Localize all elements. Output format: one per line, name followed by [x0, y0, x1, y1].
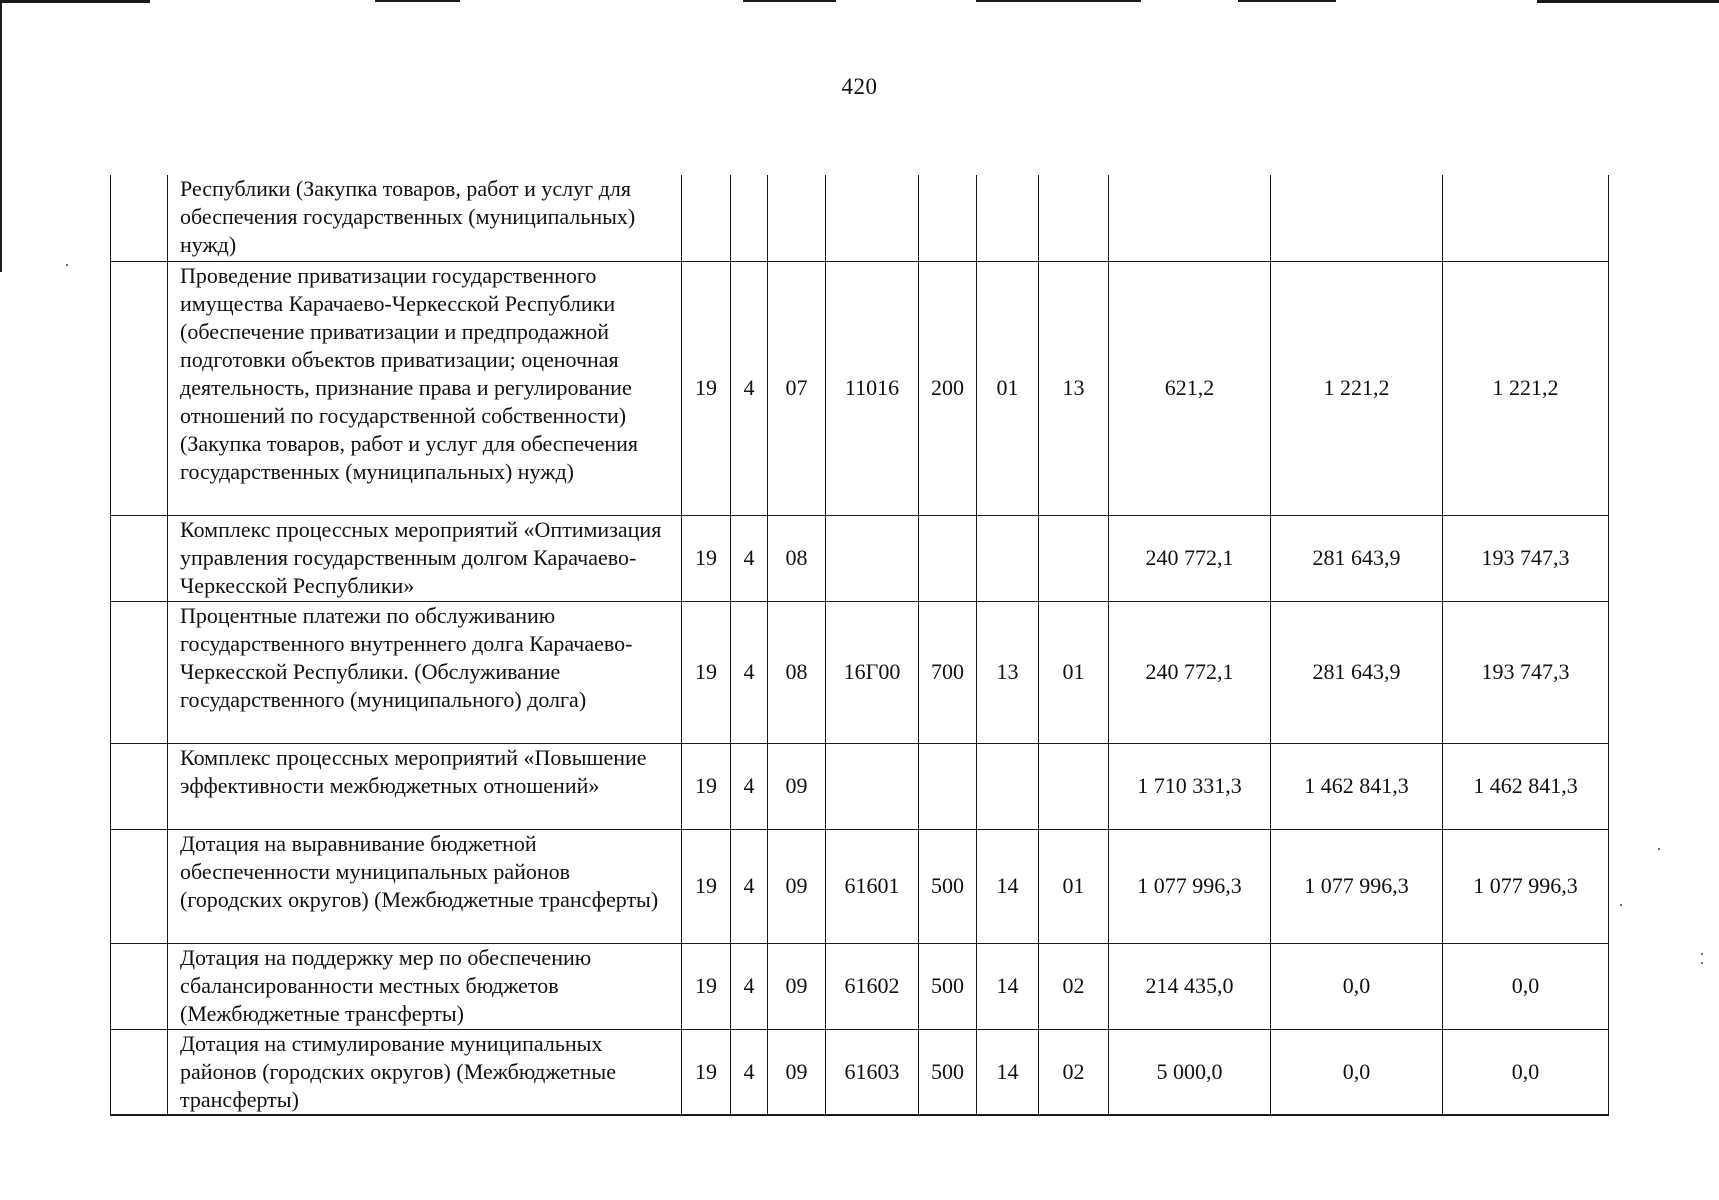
code-cell [919, 743, 977, 829]
code-cell: 61601 [826, 829, 919, 943]
amount-cell: 1 077 996,3 [1109, 829, 1271, 943]
amount-cell: 281 643,9 [1271, 515, 1443, 601]
code-cell: 700 [919, 601, 977, 743]
description-cell: Комплекс процессных мероприятий «Повышение эффективности межбюджетных отношений» [168, 743, 682, 829]
amount-cell: 240 772,1 [1109, 601, 1271, 743]
code-cell: 14 [977, 829, 1039, 943]
code-cell: 13 [977, 601, 1039, 743]
code-cell [826, 743, 919, 829]
description-cell: Дотация на выравнивание бюджетной обеспеченности муниципальных районов (городских округов) (Межбюджетные трансферты) [168, 829, 682, 943]
code-cell: 4 [731, 601, 768, 743]
code-cell: 02 [1039, 943, 1109, 1029]
index-cell [111, 261, 168, 515]
amount-cell: 214 435,0 [1109, 943, 1271, 1029]
amount-cell: 0,0 [1443, 943, 1609, 1029]
scan-speck [1701, 953, 1703, 955]
amount-cell: 5 000,0 [1109, 1029, 1271, 1115]
code-cell: 4 [731, 261, 768, 515]
description-cell: Проведение приватизации государственного имущества Карачаево-Черкесской Республики (обеспечение приватизации и предпродажной подготовки объектов приватизации; оценочная деятельность, признание права и регулирование отношений по государственной собственности) (Закупка товаров, работ и услуг для обеспечения государственных (муниципальных) нужд) [168, 261, 682, 515]
amount-cell [1443, 175, 1609, 261]
table-row [111, 743, 1609, 829]
scan-edge-left [0, 0, 2, 272]
amount-cell: 1 221,2 [1443, 261, 1609, 515]
index-cell [111, 1029, 168, 1115]
table-row [111, 829, 1609, 943]
scan-edge-top-4 [976, 0, 1141, 2]
code-cell: 4 [731, 743, 768, 829]
index-cell [111, 601, 168, 743]
scan-edge-top-3 [743, 0, 836, 2]
code-cell: 14 [977, 1029, 1039, 1115]
description-cell: Процентные платежи по обслуживанию государственного внутреннего долга Карачаево-Черкесской Республики. (Обслуживание государственного (муниципального) долга) [168, 601, 682, 743]
code-cell: 16Г00 [826, 601, 919, 743]
amount-cell: 0,0 [1271, 1029, 1443, 1115]
code-cell: 19 [682, 743, 731, 829]
code-cell [1039, 175, 1109, 261]
code-cell: 500 [919, 829, 977, 943]
scan-edge-top-5 [1238, 0, 1336, 2]
amount-cell: 193 747,3 [1443, 601, 1609, 743]
code-cell: 19 [682, 515, 731, 601]
code-cell: 01 [1039, 829, 1109, 943]
code-cell: 4 [731, 829, 768, 943]
budget-allocation-table [110, 175, 1609, 1116]
code-cell: 4 [731, 943, 768, 1029]
code-cell: 09 [768, 829, 826, 943]
code-cell: 61603 [826, 1029, 919, 1115]
table-row [111, 515, 1609, 601]
code-cell: 09 [768, 743, 826, 829]
code-cell: 4 [731, 1029, 768, 1115]
code-cell [1039, 515, 1109, 601]
description-cell: Дотация на стимулирование муниципальных районов (городских округов) (Межбюджетные трансферты) [168, 1029, 682, 1115]
index-cell [111, 829, 168, 943]
scan-edge-top-2 [375, 0, 460, 2]
code-cell: 11016 [826, 261, 919, 515]
code-cell: 09 [768, 943, 826, 1029]
code-cell: 08 [768, 515, 826, 601]
code-cell: 19 [682, 1029, 731, 1115]
table-row [111, 601, 1609, 743]
amount-cell: 621,2 [1109, 261, 1271, 515]
description-cell: Республики (Закупка товаров, работ и услуг для обеспечения государственных (муниципальных) нужд) [168, 175, 682, 261]
code-cell: 500 [919, 943, 977, 1029]
code-cell [826, 175, 919, 261]
table-row [111, 261, 1609, 515]
code-cell [826, 515, 919, 601]
code-cell [731, 175, 768, 261]
code-cell: 4 [731, 515, 768, 601]
code-cell [682, 175, 731, 261]
table-row [111, 175, 1609, 261]
table-row [111, 943, 1609, 1029]
code-cell [768, 175, 826, 261]
code-cell: 19 [682, 829, 731, 943]
scan-speck [1658, 848, 1660, 850]
code-cell [919, 515, 977, 601]
scan-speck [1701, 962, 1703, 964]
index-cell [111, 515, 168, 601]
amount-cell: 240 772,1 [1109, 515, 1271, 601]
code-cell: 500 [919, 1029, 977, 1115]
code-cell [919, 175, 977, 261]
amount-cell: 1 077 996,3 [1443, 829, 1609, 943]
table-row [111, 1029, 1609, 1115]
amount-cell: 1 077 996,3 [1271, 829, 1443, 943]
description-cell: Дотация на поддержку мер по обеспечению сбалансированности местных бюджетов (Межбюджетные трансферты) [168, 943, 682, 1029]
code-cell: 19 [682, 261, 731, 515]
amount-cell: 1 221,2 [1271, 261, 1443, 515]
scan-speck [1620, 904, 1622, 906]
code-cell: 01 [1039, 601, 1109, 743]
code-cell: 61602 [826, 943, 919, 1029]
amount-cell [1109, 175, 1271, 261]
code-cell: 19 [682, 943, 731, 1029]
amount-cell: 1 710 331,3 [1109, 743, 1271, 829]
code-cell [977, 175, 1039, 261]
amount-cell: 0,0 [1443, 1029, 1609, 1115]
index-cell [111, 943, 168, 1029]
code-cell: 14 [977, 943, 1039, 1029]
amount-cell: 193 747,3 [1443, 515, 1609, 601]
amount-cell: 1 462 841,3 [1271, 743, 1443, 829]
code-cell: 13 [1039, 261, 1109, 515]
scan-speck [66, 264, 68, 266]
amount-cell [1271, 175, 1443, 261]
code-cell: 19 [682, 601, 731, 743]
code-cell: 07 [768, 261, 826, 515]
amount-cell: 0,0 [1271, 943, 1443, 1029]
code-cell: 08 [768, 601, 826, 743]
amount-cell: 1 462 841,3 [1443, 743, 1609, 829]
description-cell: Комплекс процессных мероприятий «Оптимизация управления государственным долгом Карачаево-Черкесской Республики» [168, 515, 682, 601]
index-cell [111, 743, 168, 829]
code-cell [1039, 743, 1109, 829]
index-cell [111, 175, 168, 261]
code-cell: 09 [768, 1029, 826, 1115]
code-cell: 200 [919, 261, 977, 515]
code-cell [977, 743, 1039, 829]
code-cell: 02 [1039, 1029, 1109, 1115]
code-cell [977, 515, 1039, 601]
scan-edge-top-6 [1537, 0, 1719, 3]
code-cell: 01 [977, 261, 1039, 515]
amount-cell: 281 643,9 [1271, 601, 1443, 743]
scan-edge-top-1 [0, 0, 150, 3]
page-number: 420 [841, 74, 878, 99]
